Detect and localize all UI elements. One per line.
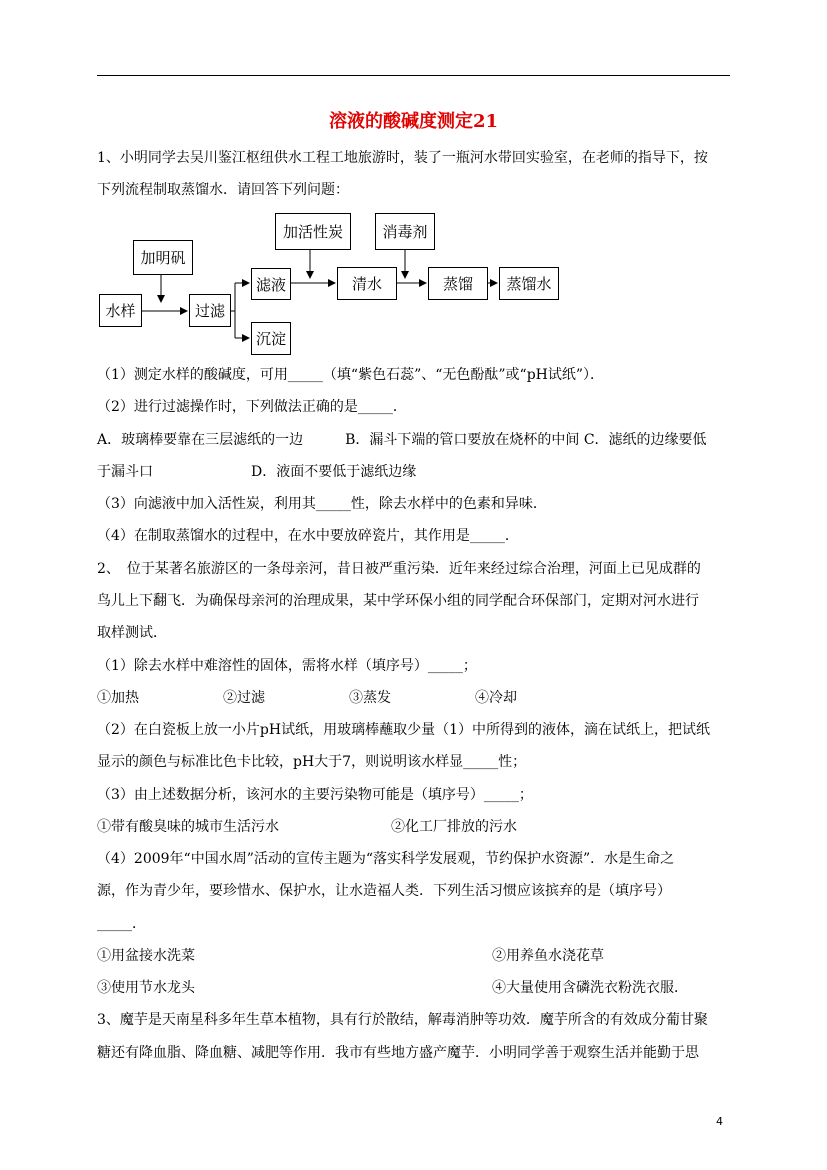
- text-line: 鸟儿上下翻飞．为确保母亲河的治理成果，某中学环保小组的同学配合环保部门，定期对河水进行: [97, 593, 699, 609]
- text-line: ④大量使用含磷洗衣粉洗衣服．: [492, 980, 688, 996]
- text-line: 于漏斗口 D．液面不要低于滤纸边缘: [97, 464, 417, 480]
- text-line: A．玻璃棒要靠在三层滤纸的一边 B．漏斗下端的管口要放在烧杯的中间 C．滤纸的边缘要低: [97, 432, 707, 448]
- text-line: （3）向滤液中加入活性炭，利用其_____性，除去水样中的色素和异味．: [97, 496, 547, 512]
- text-line: 1、小明同学去吴川鉴江枢纽供水工程工地旅游时，装了一瓶河水带回实验室，在老师的指导下，按: [97, 150, 708, 166]
- flow-box-zhengliushui: 蒸馏水: [499, 267, 559, 300]
- text-line: （1）除去水样中难溶性的固体，需将水样（填序号）_____；: [97, 658, 477, 674]
- flow-box-jiamingfan: 加明矾: [133, 240, 193, 275]
- text-line: _____．: [97, 916, 146, 932]
- flow-box-lvye: 滤液: [251, 268, 291, 300]
- text-line: ①带有酸臭味的城市生活污水 ②化工厂排放的污水: [97, 819, 517, 835]
- page-title: 溶液的酸碱度测定21: [328, 111, 499, 132]
- flow-box-shuiyang: 水样: [99, 294, 142, 327]
- flow-box-guolv: 过滤: [189, 294, 231, 327]
- text-line: 2、 位于某著名旅游区的一条母亲河，昔日被严重污染．近年来经过综合治理，河面上已见成群的: [97, 561, 701, 577]
- page-number: 4: [716, 1115, 723, 1128]
- text-line: ②用养鱼水浇花草: [492, 948, 604, 964]
- text-line: 取样测试．: [97, 625, 167, 641]
- text-line: （2）在白瓷板上放一小片pH试纸，用玻璃棒蘸取少量（1）中所得到的液体，滴在试纸上，把试纸: [97, 722, 710, 738]
- text-line: 源，作为青少年，要珍惜水、保护水，让水造福人类．下列生活习惯应该摈弃的是（填序号）: [97, 883, 671, 899]
- flow-box-chendian: 沉淀: [251, 322, 291, 355]
- text-line: ③使用节水龙头: [97, 980, 195, 996]
- text-line: 下列流程制取蒸馏水．请回答下列问题：: [97, 182, 349, 198]
- flow-box-xiaoduji: 消毒剂: [375, 213, 435, 250]
- text-line: （3）由上述数据分析，该河水的主要污染物可能是（填序号）_____；: [97, 787, 533, 803]
- flow-box-zhengliu: 蒸馏: [428, 267, 488, 300]
- text-line: （1）测定水样的酸碱度，可用_____（填“紫色石蕊”、“无色酚酞”或“pH试纸”）．: [97, 367, 605, 383]
- text-line: 3、魔芋是天南星科多年生草本植物，具有行於散结，解毒消肿等功效．魔芋所含的有效成分葡甘聚: [97, 1012, 708, 1028]
- flow-box-qingshui: 清水: [337, 267, 397, 300]
- flow-box-jiahuoxingtan: 加活性炭: [275, 213, 351, 250]
- text-line: （4）2009年“中国水周”活动的宣传主题为“落实科学发展观，节约保护水资源”．水是生命之: [97, 851, 675, 867]
- text-line: ①加热 ②过滤 ③蒸发 ④冷却: [97, 690, 517, 706]
- text-line: （2）进行过滤操作时，下列做法正确的是_____．: [97, 399, 407, 415]
- text-line: （4）在制取蒸馏水的过程中，在水中要放碎瓷片，其作用是_____．: [97, 528, 519, 544]
- text-line: 显示的颜色与标准比色卡比较，pH大于7，则说明该水样显_____性；: [97, 754, 527, 770]
- text-line: ①用盆接水洗菜: [97, 948, 195, 964]
- text-line: 糖还有降血脂、降血糖、减肥等作用．我市有些地方盛产魔芋．小明同学善于观察生活并能勤于思: [97, 1045, 699, 1061]
